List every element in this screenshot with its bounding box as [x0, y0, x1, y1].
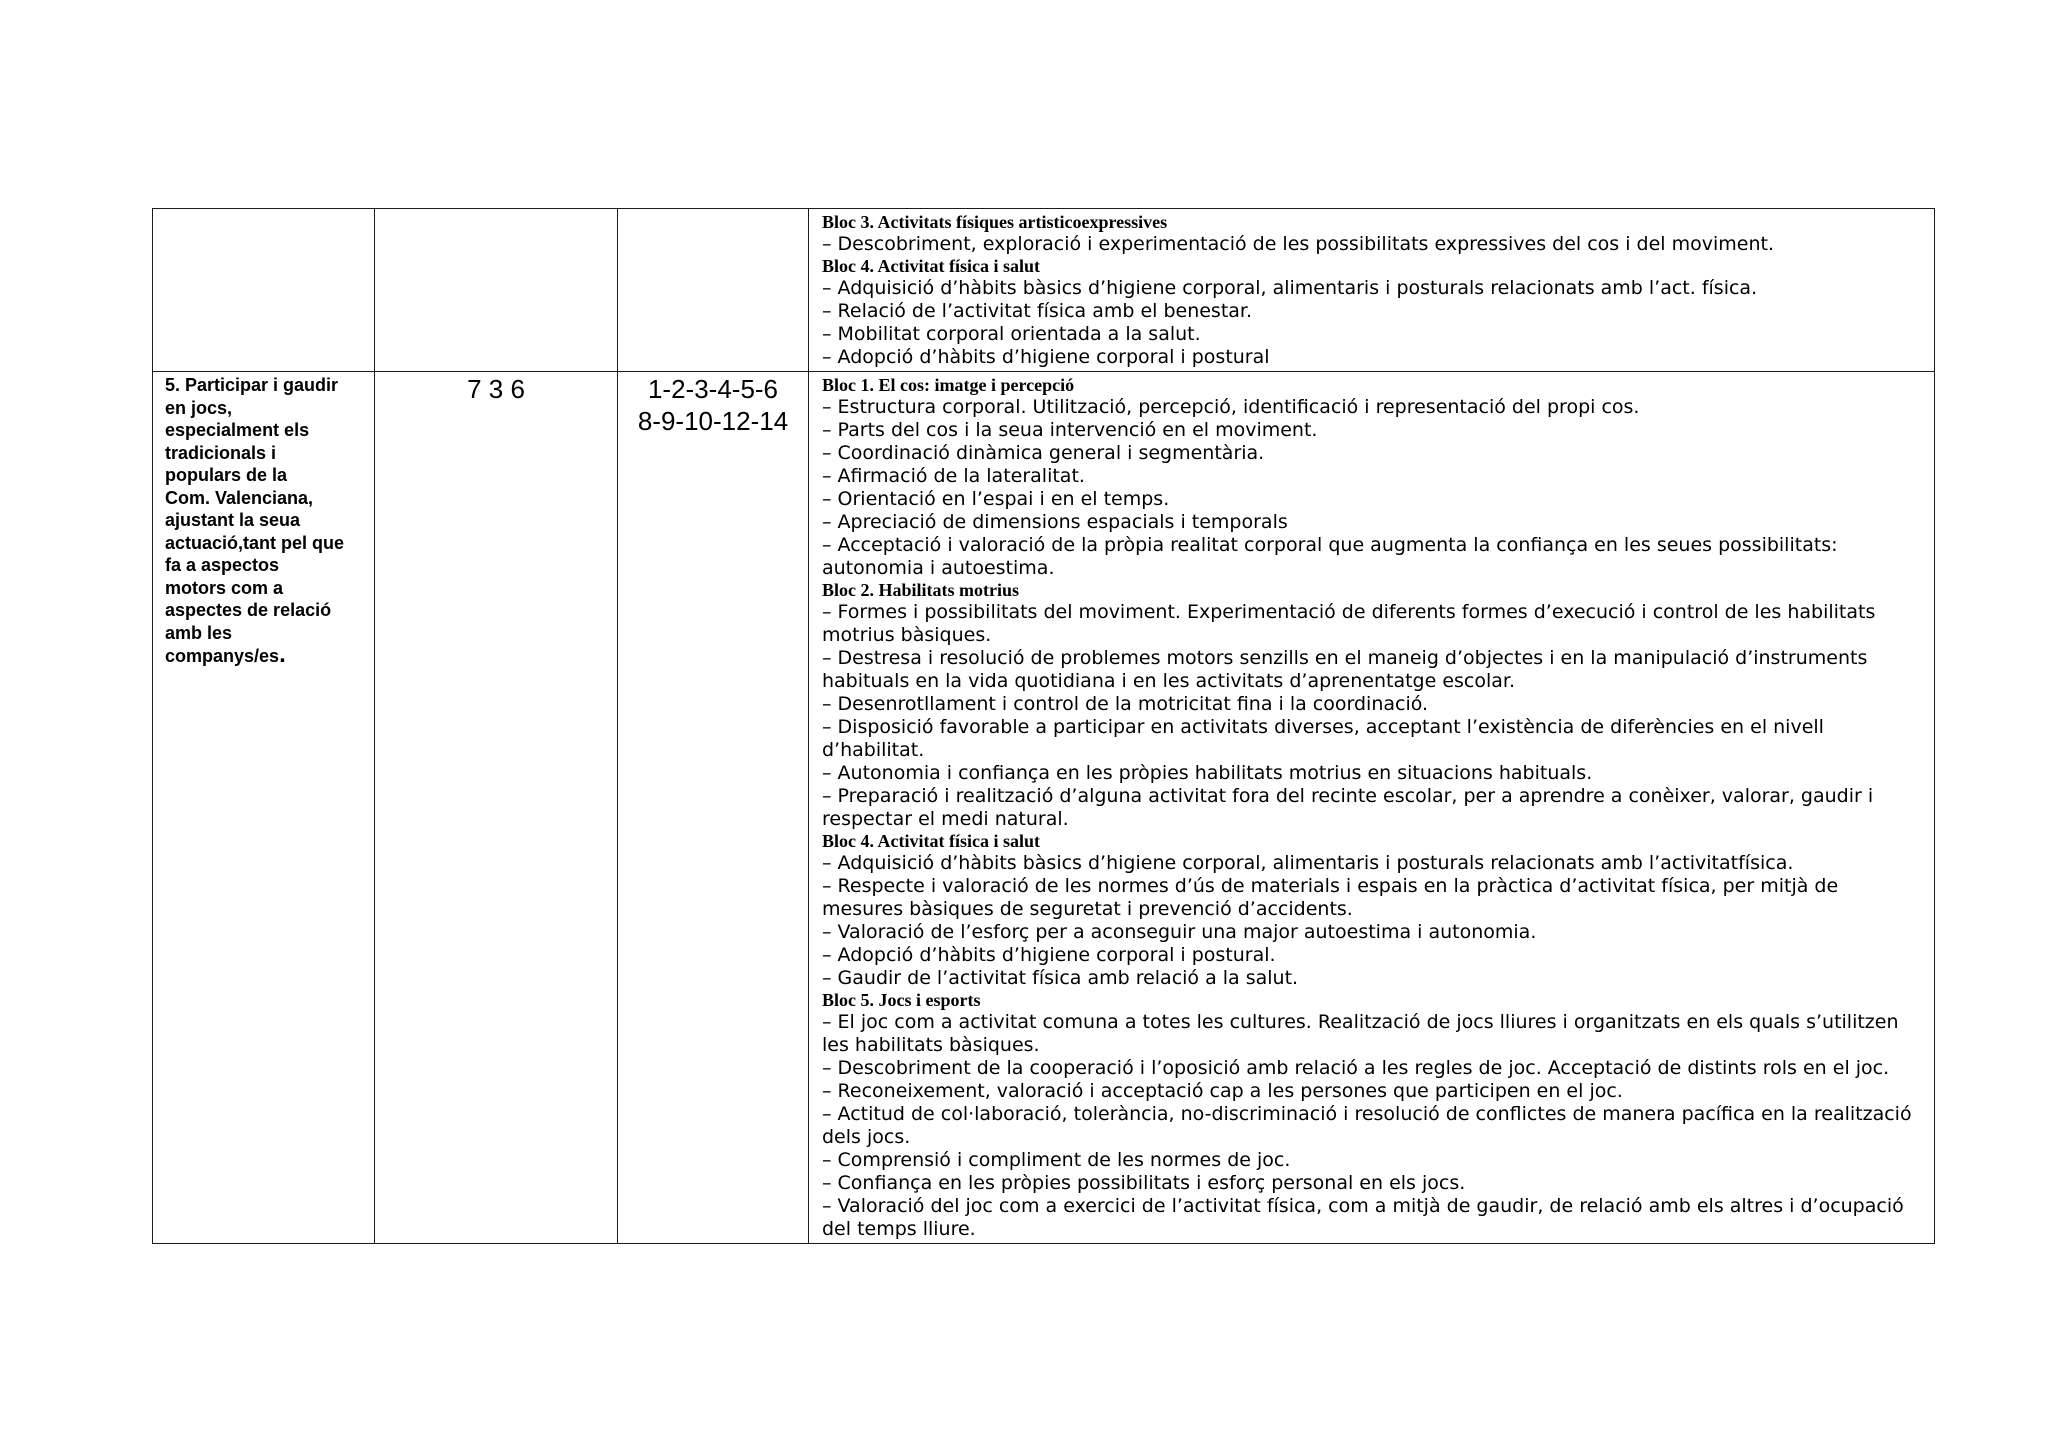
contents-cell [809, 372, 1935, 1244]
content-item: – Relació de l’activitat física amb el benestar. [822, 300, 1253, 322]
content-item: – Acceptació i valoració de la pròpia realitat corporal que augmenta la confiança en les seues possibilitats: autonomia i autoestima. [822, 534, 1838, 579]
content-item: – Preparació i realització d’alguna activitat fora del recinte escolar, per a aprendre a conèixer, valorar, gaudir i respectar el medi natural. [822, 785, 1874, 830]
criterion-body: 5. Participar i gaudir en jocs, especialment els tradicionals i populars de la Com. Valenciana, ajustant la seua actuació,tant pel que fa a aspectos motors com a aspectes de relació amb les companys/es [165, 375, 345, 666]
objectives-cell [618, 209, 809, 372]
objectives-cell [618, 372, 809, 1244]
competencies-cell [375, 209, 618, 372]
content-item: – Adopció d’hàbits d’higiene corporal i postural. [822, 944, 1276, 966]
content-item: – Confiança en les pròpies possibilitats i esforç personal en els jocs. [822, 1172, 1466, 1194]
criterion-cell [153, 209, 375, 372]
content-item: – Descobriment de la cooperació i l’oposició amb relació a les regles de joc. Acceptació de distints rols en el joc. [822, 1057, 1890, 1079]
content-item: – Actitud de col·laboració, tolerància, no-discriminació i resolució de conflictes de manera pacífica en la realització dels jocs. [822, 1103, 1912, 1148]
content-item: – Adquisició d’hàbits bàsics d’higiene corporal, alimentaris i posturals relacionats amb l’act. física. [822, 277, 1758, 299]
content-item: – Desenrotllament i control de la motricitat fina i la coordinació. [822, 693, 1429, 715]
content-item: – Formes i possibilitats del moviment. Experimentació de diferents formes d’execució i control de les habilitats motrius bàsiques. [822, 601, 1876, 646]
criterion-end: . [279, 641, 286, 668]
criterion-cell [153, 372, 375, 1244]
table-row [153, 372, 1935, 1244]
bloc-title: Bloc 1. El cos: imatge i percepció [822, 375, 1075, 395]
bloc-title: Bloc 5. Jocs i esports [822, 990, 981, 1010]
table-body [153, 209, 1935, 1244]
content-item: – Adquisició d’hàbits bàsics d’higiene corporal, alimentaris i posturals relacionats amb l’activitatfísica. [822, 852, 1794, 874]
objectives-line: 1-2-3-4-5-6 [647, 374, 779, 404]
content-item: – Autonomia i confiança en les pròpies habilitats motrius en situacions habituals. [822, 762, 1593, 784]
contents-cell [809, 209, 1935, 372]
content-item: – Comprensió i compliment de les normes de joc. [822, 1149, 1291, 1171]
content-item: – Estructura corporal. Utilització, percepció, identificació i representació del propi cos. [822, 396, 1640, 418]
content-item: – Reconeixement, valoració i acceptació cap a les persones que participen en el joc. [822, 1080, 1623, 1102]
content-item: – Orientació en l’espai i en el temps. [822, 488, 1170, 510]
competencies-text: 7 3 6 [467, 374, 525, 404]
content-item: – Destresa i resolució de problemes motors senzills en el maneig d’objectes i en la manipulació d’instruments habituals en la vida quotidiana i en les activitats d’aprenentatge escolar. [822, 647, 1868, 692]
table-row [153, 209, 1935, 372]
bloc-title: Bloc 2. Habilitats motrius [822, 580, 1019, 600]
content-item: – Mobilitat corporal orientada a la salut. [822, 323, 1201, 345]
content-item: – Afirmació de la lateralitat. [822, 465, 1085, 487]
content-item: – Valoració del joc com a exercici de l’activitat física, com a mitjà de gaudir, de relació amb els altres i d’ocupació del temps lliure. [822, 1195, 1904, 1240]
objectives-list [618, 209, 808, 210]
criterion-text [153, 372, 374, 668]
content-item: – Descobriment, exploració i experimentació de les possibilitats expressives del cos i del moviment. [822, 233, 1775, 255]
bloc-title: Bloc 4. Activitat física i salut [822, 831, 1040, 851]
content-item: – Valoració de l’esforç per a aconseguir una major autoestima i autonomia. [822, 921, 1537, 943]
objectives-line: 8-9-10-12-14 [637, 406, 789, 436]
content-item: – Gaudir de l’activitat física amb relació a la salut. [822, 967, 1299, 989]
content-item: – Parts del cos i la seua intervenció en el moviment. [822, 419, 1318, 441]
contents-list [809, 209, 1934, 371]
bloc-title: Bloc 4. Activitat física i salut [822, 256, 1040, 276]
content-item: – El joc com a activitat comuna a totes les cultures. Realització de jocs lliures i organitzats en els quals s’utilitzen les habilitats bàsiques. [822, 1011, 1899, 1056]
content-item: – Adopció d’hàbits d’higiene corporal i postural [822, 346, 1270, 368]
content-item: – Apreciació de dimensions espacials i temporals [822, 511, 1288, 533]
objectives-list [618, 372, 808, 437]
competencies-text [375, 209, 617, 210]
criterion-text [153, 209, 374, 211]
competencies-cell [375, 372, 618, 1244]
content-item: – Disposició favorable a participar en activitats diverses, acceptant l’existència de diferències en el nivell d’habilitat. [822, 716, 1824, 761]
curriculum-table [152, 208, 1935, 1244]
content-item: – Respecte i valoració de les normes d’ús de materials i espais en la pràctica d’activitat física, per mitjà de mesures bàsiques de seguretat i prevenció d’accidents. [822, 875, 1839, 920]
content-item: – Coordinació dinàmica general i segmentària. [822, 442, 1265, 464]
contents-list [809, 372, 1934, 1243]
bloc-title: Bloc 3. Activitats físiques artisticoexpressives [822, 212, 1168, 232]
